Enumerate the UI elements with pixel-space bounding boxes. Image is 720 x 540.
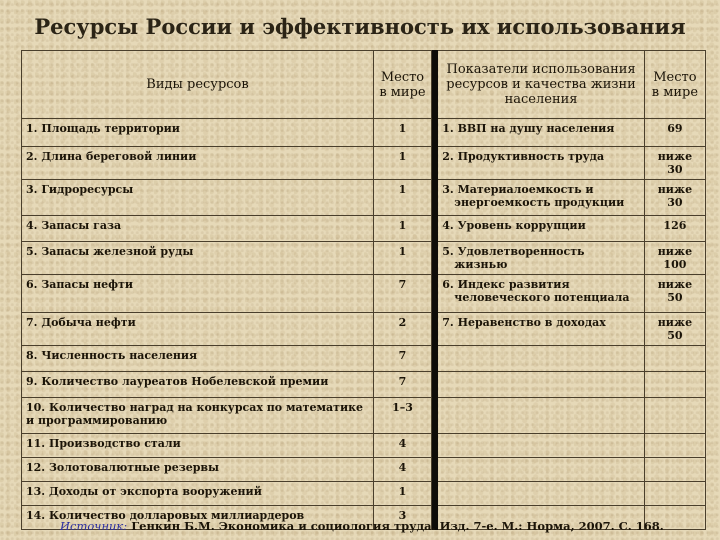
indicator-cell [438,372,645,398]
place-cell: 1 [374,242,432,275]
resource-cell: 9. Количество лауреатов Нобелевской премии [22,372,374,398]
rank-cell [644,458,705,482]
rank-cell [644,434,705,458]
resource-cell: 3. Гидроресурсы [22,180,374,216]
place-cell: 1 [374,147,432,180]
place-cell: 3 [374,506,432,530]
source-label: Источник: [60,519,128,533]
indicator-cell [438,434,645,458]
rank-cell: 69 [644,119,705,147]
indicator-text: 3. Материалоемкость и энергоемкость продукции [442,183,625,209]
resource-cell: 10. Количество наград на конкурсах по математике и программированию [22,398,374,434]
indicator-cell [438,346,645,372]
table-row [22,242,706,275]
resources-table [21,50,706,530]
indicator-cell [438,482,645,506]
place-cell: 1 [374,216,432,242]
rank-cell [644,346,705,372]
table-row [22,147,706,180]
indicator-cell [438,147,645,180]
indicator-text: 6. Индекс развития человеческого потенциала [442,278,630,304]
source-note [60,519,664,533]
place-cell: 1–3 [374,398,432,434]
header-indicators: Показатели использования ресурсов и качества жизни населения [438,51,645,119]
indicator-text: 7. Неравенство в доходах [442,316,606,329]
rank-cell: ниже 50 [644,275,705,313]
table-row [22,275,706,313]
indicator-text: 1. ВВП на душу населения [442,122,615,135]
indicator-cell [438,119,645,147]
rank-cell: ниже 50 [644,313,705,346]
indicator-cell [438,242,645,275]
indicator-cell [438,275,645,313]
resource-cell: 7. Добыча нефти [22,313,374,346]
table-row [22,313,706,346]
place-cell: 7 [374,346,432,372]
place-cell: 4 [374,458,432,482]
resource-cell: 14. Количество долларовых миллиардеров [22,506,374,530]
header-resources: Виды ресурсов [22,51,374,119]
table-row [22,372,706,398]
indicator-cell [438,458,645,482]
resource-cell: 13. Доходы от экспорта вооружений [22,482,374,506]
resource-cell: 11. Производство стали [22,434,374,458]
resource-cell: 5. Запасы железной руды [22,242,374,275]
place-cell: 1 [374,119,432,147]
table-row [22,398,706,434]
indicator-text: 5. Удовлетворенность жизнью [442,245,585,271]
header-rank: Место в мире [644,51,705,119]
resource-cell: 6. Запасы нефти [22,275,374,313]
place-cell: 7 [374,275,432,313]
rank-cell: ниже 100 [644,242,705,275]
indicator-text: 4. Уровень коррупции [442,219,586,232]
indicator-cell [438,216,645,242]
source-text: Генкин Б.М. Экономика и социология труда. Изд. 7-е. М.: Норма, 2007. С. 168. [131,519,664,533]
resource-cell: 2. Длина береговой линии [22,147,374,180]
table-row [22,119,706,147]
rank-cell [644,398,705,434]
header-place: Место в мире [374,51,432,119]
rank-cell [644,482,705,506]
table-row [22,346,706,372]
resource-cell: 12. Золотовалютные резервы [22,458,374,482]
table-body [22,119,706,530]
resource-cell: 4. Запасы газа [22,216,374,242]
indicator-cell [438,398,645,434]
table-row [22,180,706,216]
indicator-cell [438,313,645,346]
indicator-text: 2. Продуктивность труда [442,150,605,163]
place-cell: 1 [374,482,432,506]
place-cell: 7 [374,372,432,398]
indicator-cell [438,180,645,216]
place-cell: 2 [374,313,432,346]
rank-cell: ниже 30 [644,147,705,180]
rank-cell [644,372,705,398]
rank-cell: 126 [644,216,705,242]
table-row [22,482,706,506]
place-cell: 1 [374,180,432,216]
table-row [22,458,706,482]
resource-cell: 8. Численность населения [22,346,374,372]
slide-title: Ресурсы России и эффективность их использования [34,14,686,39]
resource-cell: 1. Площадь территории [22,119,374,147]
rank-cell: ниже 30 [644,180,705,216]
table-row [22,434,706,458]
table-row [22,216,706,242]
table-header-row [22,51,706,119]
place-cell: 4 [374,434,432,458]
